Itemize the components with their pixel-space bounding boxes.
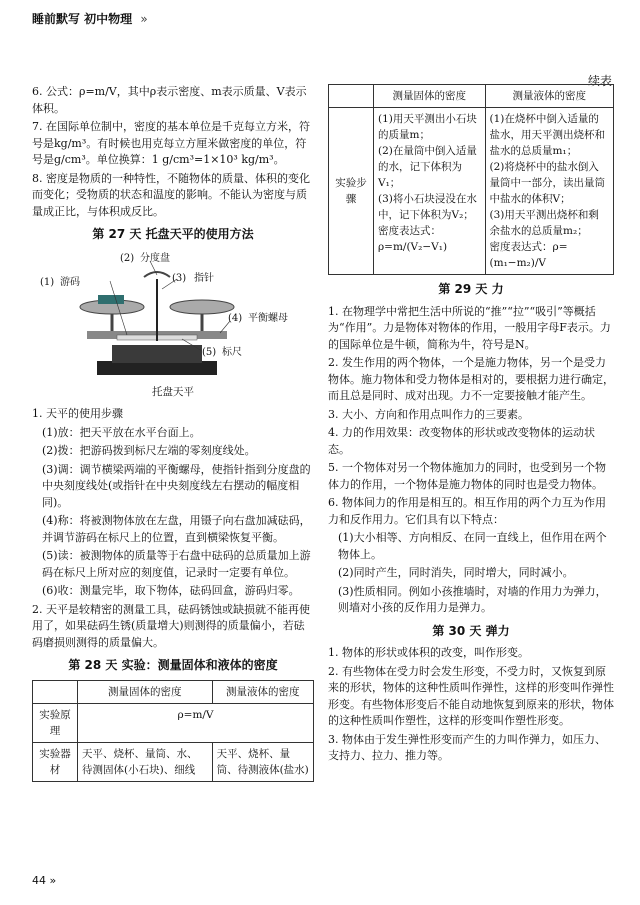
list-item: 1. 在物理学中常把生活中所说的“推”“拉”“吸引”等概括为“作用”。力是物体对物体的作用，一般用字母F表示。力的国际单位是牛顿，简称为牛，符号是N。 — [328, 304, 611, 351]
table-header-liquid: 测量液体的密度 — [212, 680, 313, 703]
list-item: 1. 天平的使用步骤 — [32, 407, 123, 420]
label-1-text: 游码 — [60, 276, 80, 288]
row-label-steps: 实验步骤 — [329, 108, 374, 275]
list-item: (3)性质相同。例如小孩推墙时，对墙的作用力为弹力，则墙对小孩的反作用力是弹力。 — [338, 584, 607, 614]
table-header-solid: 测量固体的密度 — [78, 680, 213, 703]
list-item: (2)同时产生，同时消失，同时增大，同时减小。 — [338, 566, 574, 579]
list-item: (4)称：将被测物体放在左盘，用镊子向右盘加减砝码，并调节游码在标尺上的位置，直到横梁恢复平衡。 — [42, 514, 311, 544]
weight-block-shape — [98, 295, 124, 304]
list-item: 5. 一个物体对另一个物体施加力的同时，也受到另一个物体力的作用，一个物体是施力物体的同时也是受力物体。 — [328, 461, 606, 491]
liquid-steps-cell — [485, 108, 613, 275]
label-3-text: 指针 — [194, 272, 214, 284]
list-item: 3. 大小、方向和作用点叫作力的三要素。 — [328, 407, 529, 421]
list-item: (5)读：被测物体的质量等于右盘中砝码的总质量加上游码在标尺上所对应的刻度值，记录时一定要有单位。 — [42, 549, 311, 579]
step-line: (1)用天平测出小石块的质量m； — [378, 113, 477, 141]
label-4-text: 平衡螺母 — [248, 312, 288, 324]
label-4-num: (4) — [228, 312, 243, 324]
list-item: 2. 天平是较精密的测量工具，砝码锈蚀或缺损就不能再使用了，如果砝码生锈(质量增大)则测得的质量偏小，若砝码磨损则测得的质量偏大。 — [32, 602, 310, 649]
step-line: 密度表达式：ρ=(m₁−m₂)/V — [489, 241, 568, 269]
label-3-num: (3) — [172, 272, 187, 284]
table-header-liquid: 测量液体的密度 — [485, 85, 613, 108]
equipment-solid: 天平、烧杯、量筒、水、待测固体(小石块)、细线 — [78, 742, 213, 781]
step-line: (3)用天平测出烧杯和剩余盐水的总质量m₂； — [489, 209, 599, 237]
continued-label: 续表 — [587, 74, 612, 88]
header-chevron-icon: » — [140, 12, 148, 26]
section-title-day30: 第 30 天 弹力 — [432, 623, 510, 638]
list-item: 2. 有些物体在受力时会发生形变，不受力时，又恢复到原来的形状，物体的这种性质叫作弹性，这样的形变叫作弹性形变。有些物体形变后不能自动地恢复到原来的形状，物体的这种性质叫作塑性，这样的形变叫作塑性形变。 — [328, 664, 614, 727]
list-item: (2)拨：把游码拨到标尺左端的零刻度线处。 — [42, 444, 256, 457]
balance-base-shape — [97, 361, 217, 375]
list-item: (1)放：把天平放在水平台面上。 — [42, 425, 201, 439]
section-title-day28: 第 28 天 实验：测量固体和液体的密度 — [68, 658, 278, 672]
label-2-text: 分度盘 — [140, 252, 170, 264]
list-item: (3)调：调节横梁两端的平衡螺母，使指针指到分度盘的中央刻度线处(或指针在中央刻度线左右摆动的幅度相同)。 — [42, 462, 311, 509]
page-number: 44 » — [32, 874, 57, 887]
list-item: 4. 力的作用效果：改变物体的形状或改变物体的运动状态。 — [328, 426, 595, 456]
step-line: (2)在量筒中倒入适量的水，记下体积为V₁； — [378, 145, 477, 189]
list-item: 7. 在国际单位制中，密度的基本单位是千克每立方米，符号是kg/m³。有时候也用克每立方厘米做密度的单位，符号是g/cm³。单位换算：1 g/cm³=1×10³ kg/m³。 — [32, 120, 310, 166]
header-title: 睡前默写 初中物理 — [32, 12, 133, 26]
list-item: 2. 发生作用的两个物体，一个是施力物体，另一个是受力物体。施力物体和受力物体是相对的，要根据力进行确定，而且总是同时、成对出现。力不一定要接触才能产生。 — [328, 356, 614, 402]
list-item: 6. 公式：ρ=m/V，其中ρ表示密度、m表示质量、V表示体积。 — [32, 85, 307, 115]
right-column — [328, 70, 614, 767]
table-corner — [33, 680, 78, 703]
step-line: (1)在烧杯中倒入适量的盐水，用天平测出烧杯和盐水的总质量m₁； — [489, 113, 606, 157]
section-title-day29: 第 29 天 力 — [438, 282, 504, 296]
label-5-num: (5) — [202, 346, 217, 358]
step-line: ρ=m/(V₂−V₁) — [378, 241, 448, 253]
step-line: (3)将小石块浸没在水中，记下体积为V₂； — [378, 193, 477, 221]
step-line: (2)将烧杯中的盐水倒入量筒中一部分，读出量筒中盐水的体积V； — [489, 161, 606, 205]
row-label-principle: 实验原理 — [33, 703, 78, 742]
section-title-day27: 第 27 天 托盘天平的使用方法 — [92, 227, 254, 241]
label-2-num: (2) — [120, 252, 135, 264]
list-item: 1. 物体的形状或体积的改变，叫作形变。 — [328, 646, 529, 659]
equipment-liquid: 天平、烧杯、量筒、待测液体(盐水) — [212, 742, 313, 781]
left-column — [32, 84, 314, 782]
balance-diagram — [32, 249, 314, 384]
row-label-equipment: 实验器材 — [33, 742, 78, 781]
density-table — [32, 680, 314, 782]
label-5-text: 标尺 — [222, 346, 242, 358]
balance-body-shape — [112, 345, 202, 363]
table-header-solid: 测量固体的密度 — [374, 85, 486, 108]
label-1-num: (1) — [40, 276, 55, 288]
running-header — [32, 10, 148, 27]
table-corner — [329, 85, 374, 108]
list-item: (6)收：测量完毕，取下物体，砝码回盒，游码归零。 — [42, 584, 300, 597]
list-item: 3. 物体由于发生弹性形变而产生的力叫作弹力，如压力、支持力、拉力、推力等。 — [328, 732, 606, 762]
list-item: 8. 密度是物质的一种特性，不随物体的质量、体积的变化而变化；受物质的状态和温度的影响。不能认为密度与质量成正比，与体积成反比。 — [32, 171, 310, 218]
solid-steps-cell — [374, 108, 486, 275]
list-item: (1)大小相等、方向相反、在同一直线上，但作用在两个物体上。 — [338, 531, 607, 561]
principle-formula: ρ=m/V — [78, 703, 314, 742]
diagram-caption: 托盘天平 — [152, 385, 194, 398]
steps-table — [328, 84, 614, 275]
list-item: 6. 物体间力的作用是相互的。相互作用的两个力互为作用力和反作用力。它们具有以下特点： — [328, 496, 606, 526]
step-line: 密度表达式： — [378, 225, 441, 237]
right-pan-shape — [170, 300, 234, 314]
